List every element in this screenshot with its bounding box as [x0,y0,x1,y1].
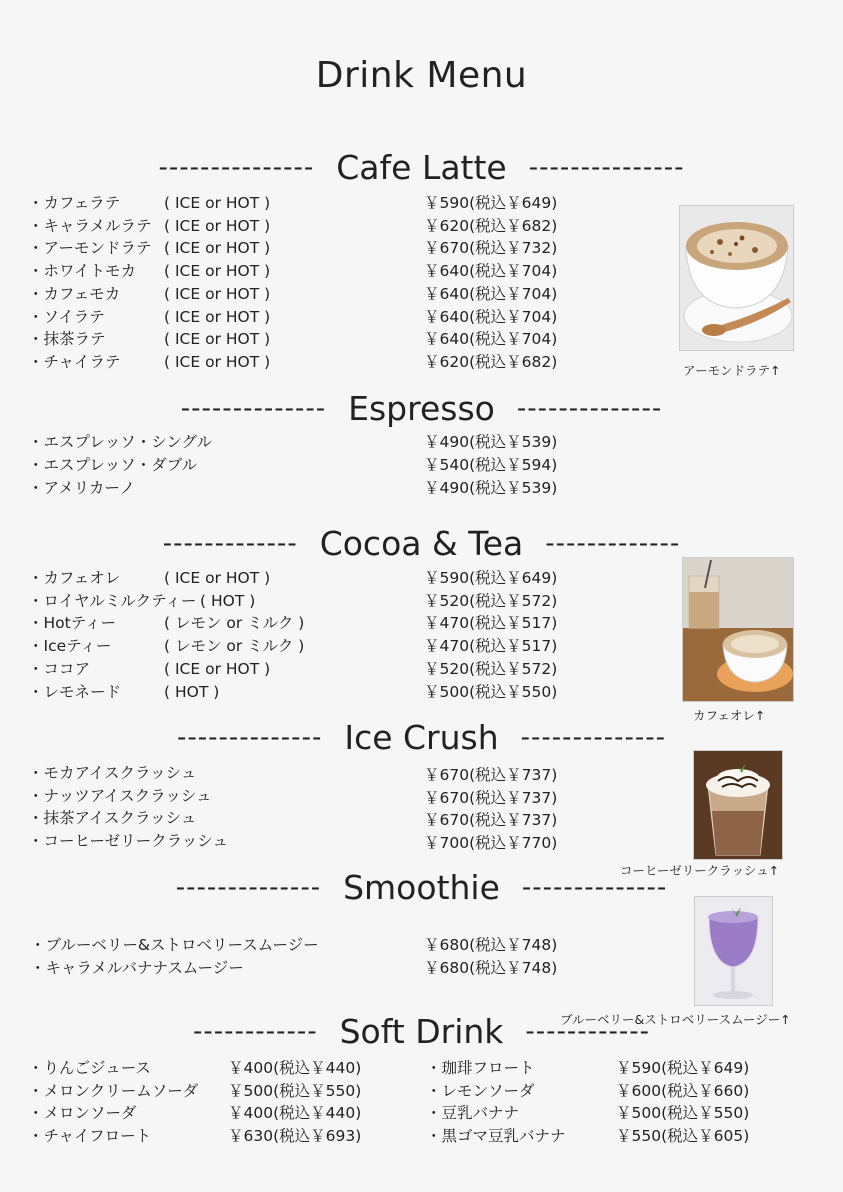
section-title: Cafe Latte [336,148,507,187]
section-heading-cafe-latte [0,146,843,187]
section-title: Smoothie [343,868,500,907]
item-price: ￥550(税込￥605) [616,1127,750,1146]
item-name: ・ブルーベリー&ストロベリースムージー [30,936,319,954]
item-option: ( HOT ) [200,591,256,610]
cafe-au-lait-photo [682,557,794,702]
item-price: ￥520(税込￥572) [424,659,558,678]
heading-dashes-right: --------------- [528,152,685,183]
item-name: ・りんごジュース [28,1059,151,1077]
item-price: ￥670(税込￥737) [424,811,558,829]
item-price: ￥670(税込￥737) [424,766,558,784]
item-price: ￥620(税込￥682) [424,216,558,235]
item-name: ・Iceティー [28,637,112,656]
item-price: ￥520(税込￥572) [424,591,558,610]
item-price: ￥640(税込￥704) [424,330,558,349]
heading-dashes-right: -------------- [521,872,668,903]
item-name: ・チャイラテ [28,352,121,371]
item-option: ( レモン or ミルク ) [164,614,305,633]
item-option: ( ICE or HOT ) [164,239,271,258]
section-heading-espresso [0,387,843,428]
photo-caption: カフェオレ↑ [693,708,766,723]
heading-dashes-right: ------------- [545,528,681,559]
heading-dashes-left: ------------ [193,1016,318,1047]
heading-dashes-left: ------------- [162,528,298,559]
item-name: ・ホワイトモカ [28,262,137,281]
item-name: ・コーヒーゼリークラッシュ [28,831,228,850]
item-name: ・カフェモカ [28,284,121,303]
item-price: ￥590(税込￥649) [424,194,558,212]
heading-dashes-right: -------------- [516,393,663,424]
item-option: ( ICE or HOT ) [164,284,271,303]
heading-dashes-left: --------------- [158,152,315,183]
item-price: ￥490(税込￥539) [424,433,558,451]
heading-dashes-right: -------------- [520,722,667,753]
item-option: ( ICE or HOT ) [164,307,271,326]
coffee-jelly-crush-photo [693,750,783,860]
item-price: ￥700(税込￥770) [424,833,558,852]
item-name: ・珈琲フロート [426,1059,535,1077]
item-price: ￥400(税込￥440) [228,1104,362,1123]
item-name: ・抹茶アイスクラッシュ [28,809,197,827]
item-name: ・レモネード [28,682,122,701]
item-price: ￥470(税込￥517) [424,637,558,656]
item-name: ・抹茶ラテ [28,330,106,349]
item-name: ・ナッツアイスクラッシュ [28,786,212,805]
item-price: ￥540(税込￥594) [424,456,558,474]
item-price: ￥640(税込￥704) [424,307,558,326]
item-price: ￥620(税込￥682) [424,352,558,371]
item-option: ( ICE or HOT ) [164,330,271,349]
item-price: ￥640(税込￥704) [424,284,558,303]
item-name: ・メロンクリームソーダ [28,1081,199,1100]
photo-caption: コーヒーゼリークラッシュ↑ [620,863,780,878]
item-name: ・ココア [28,659,91,678]
section-title: Ice Crush [344,718,499,757]
item-name: ・Hotティー [28,614,116,633]
latte-cup-illustration [680,206,793,350]
section-title: Soft Drink [339,1012,504,1051]
item-option: ( ICE or HOT ) [164,216,271,235]
item-price: ￥400(税込￥440) [228,1059,362,1077]
heading-dashes-left: -------------- [180,393,327,424]
item-price: ￥490(税込￥539) [424,479,558,497]
item-price: ￥680(税込￥748) [424,959,558,977]
item-price: ￥630(税込￥693) [228,1127,362,1146]
item-name: ・アメリカーノ [28,479,136,497]
item-name: ・ソイラテ [28,307,105,326]
item-price: ￥500(税込￥550) [616,1104,750,1123]
item-name: ・レモンソーダ [426,1081,535,1100]
item-price: ￥680(税込￥748) [424,936,558,954]
item-name: ・メロンソーダ [28,1104,137,1123]
coffee-jelly-crush-illustration [694,751,782,859]
smoothie-glass-illustration [695,897,772,1005]
item-option: ( ICE or HOT ) [164,659,271,678]
photo-caption: アーモンドラテ↑ [683,363,781,378]
item-name: ・豆乳バナナ [426,1104,520,1123]
heading-dashes-right: ------------ [525,1016,650,1047]
item-option: ( HOT ) [164,682,220,701]
blueberry-smoothie-photo [694,896,773,1006]
item-option: ( ICE or HOT ) [164,352,271,371]
item-name: ・チャイフロート [28,1127,152,1146]
item-price: ￥590(税込￥649) [424,569,558,587]
item-option: ( ICE or HOT ) [164,262,271,281]
item-price: ￥670(税込￥737) [424,788,558,807]
item-name: ・モカアイスクラッシュ [28,764,197,782]
item-name: ・カフェオレ [28,569,121,587]
item-option: ( レモン or ミルク ) [164,637,305,656]
item-option: ( ICE or HOT ) [164,569,271,587]
section-title: Espresso [348,389,495,428]
item-name: ・アーモンドラテ [28,239,152,258]
section-heading-soft-drink [0,1010,843,1051]
item-name: ・キャラメルラテ [28,216,152,235]
item-name: ・エスプレッソ・ダブル [28,456,198,474]
cafe-au-lait-illustration [683,558,793,701]
heading-dashes-left: -------------- [175,872,322,903]
item-name: ・黒ゴマ豆乳バナナ [426,1127,566,1146]
item-option: ( ICE or HOT ) [164,194,271,212]
item-price: ￥470(税込￥517) [424,614,558,633]
heading-dashes-left: -------------- [176,722,323,753]
item-name: ・エスプレッソ・シングル [28,433,213,451]
photo-caption: ブルーベリー&ストロベリースムージー↑ [560,1012,791,1027]
section-title: Cocoa & Tea [319,524,524,563]
item-name: ・キャラメルバナナスムージー [30,959,244,977]
almond-latte-photo [679,205,794,351]
item-price: ￥500(税込￥550) [424,682,558,701]
item-price: ￥590(税込￥649) [616,1059,750,1077]
item-name: ・ロイヤルミルクティー [28,591,197,610]
item-price: ￥640(税込￥704) [424,262,558,281]
item-price: ￥600(税込￥660) [616,1081,750,1100]
item-price: ￥500(税込￥550) [228,1081,362,1100]
item-name: ・カフェラテ [28,194,121,212]
item-price: ￥670(税込￥732) [424,239,558,258]
page-title: Drink Menu [315,55,528,96]
